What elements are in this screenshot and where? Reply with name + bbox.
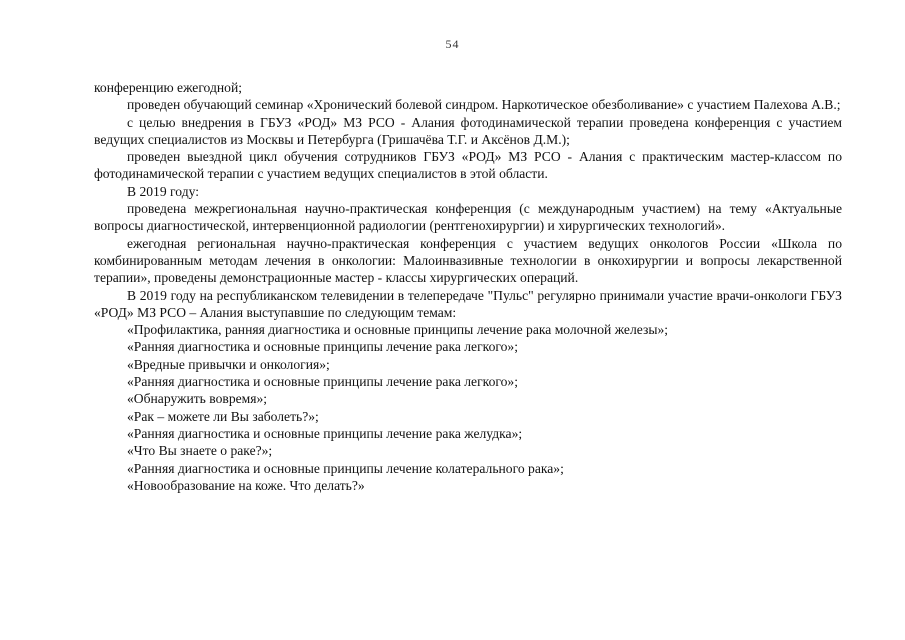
topic-item: «Рак – можете ли Вы заболеть?»; <box>127 408 319 424</box>
paragraph: В 2019 году на республиканском телевидении в телепередаче "Пульс" регулярно принимали участие врачи-онкологи ГБУЗ «РОД» МЗ РСО – Алания выступавшие по следующим темам: <box>94 287 842 320</box>
paragraph: с целью внедрения в ГБУЗ «РОД» МЗ РСО - Алания фотодинамической терапии проведена конференция с участием ведущих специалистов из Москвы и Петербурга (Гришачёва Т.Г. и Аксёнов Д.М.); <box>94 114 842 147</box>
section-heading: В 2019 году: <box>127 183 200 199</box>
paragraph: проведен обучающий семинар «Хронический болевой синдром. Наркотическое обезболивание» с участием Палехова А.В.; <box>127 97 841 113</box>
topic-item: «Ранняя диагностика и основные принципы лечение рака желудка»; <box>127 425 523 441</box>
topic-item: «Новообразование на коже. Что делать?» <box>127 477 365 493</box>
topic-item: «Ранняя диагностика и основные принципы лечение рака легкого»; <box>127 339 518 355</box>
paragraph: конференцию ежегодной; <box>94 80 242 95</box>
paragraph: проведен выездной цикл обучения сотрудников ГБУЗ «РОД» МЗ РСО - Алания с практическим мастер-классом по фотодинамической терапии с участием ведущих специалистов в этой области. <box>94 149 842 182</box>
paragraph: ежегодная региональная научно-практическая конференция с участием ведущих онкологов России «Школа по комбинированным методам лечения в онкологии: Малоинвазивные технологии в онкохирургии и вопросы лекарственной терапии», проведены демонстрационные мастер - классы хирургических операций. <box>94 235 842 286</box>
topic-item: «Вредные привычки и онкология»; <box>127 356 330 372</box>
topic-item: «Ранняя диагностика и основные принципы лечение рака легкого»; <box>127 374 518 390</box>
topic-item: «Что Вы знаете о раке?»; <box>127 443 273 459</box>
topic-item: «Профилактика, ранняя диагностика и основные принципы лечение рака молочной железы»; <box>127 322 669 338</box>
topic-item: «Обнаружить вовремя»; <box>127 391 268 407</box>
document-body <box>94 79 842 494</box>
page-number: 54 <box>445 37 460 51</box>
paragraph: проведена межрегиональная научно-практическая конференция (с международным участием) на тему «Актуальные вопросы диагностической, интервенционной радиологии (рентгенохирургии) и хирургических технологий». <box>94 201 842 234</box>
topic-item: «Ранняя диагностика и основные принципы лечение колатерального рака»; <box>127 460 564 476</box>
